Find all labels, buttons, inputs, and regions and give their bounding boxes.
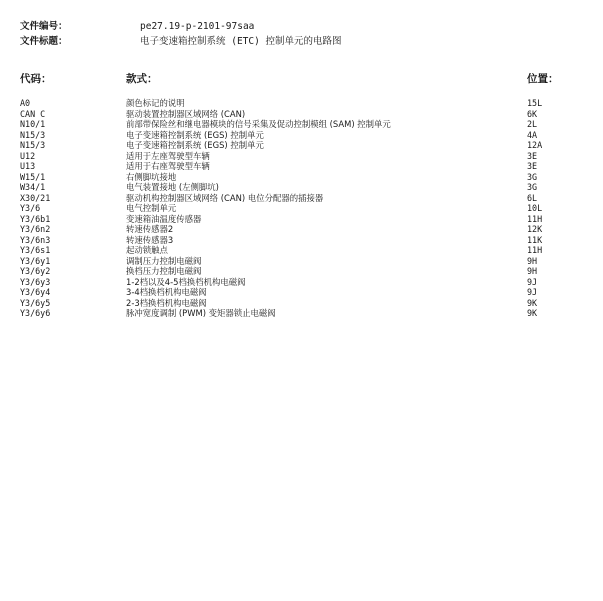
row-description: 前部带保险丝和继电器模块的信号采集及促动控制模组 (SAM) 控制单元	[126, 119, 391, 129]
row-position: 3E	[527, 161, 538, 171]
row-description: 3-4档换档机构电磁阀	[126, 287, 207, 297]
row-description: 适用于左座驾驶型车辆	[126, 150, 210, 161]
row-description: 颜色标记的说明	[126, 98, 185, 108]
row-position: 10L	[527, 203, 543, 213]
row-position: 9K	[527, 297, 538, 308]
column-header-code: 代码：	[20, 73, 52, 85]
row-code: W34/1	[20, 182, 46, 192]
row-position: 9J	[527, 287, 538, 297]
row-code: Y3/6y5	[20, 297, 51, 308]
row-description: 变速箱油温度传感器	[126, 213, 202, 224]
row-code: N10/1	[20, 119, 46, 129]
table-row	[20, 119, 590, 130]
row-position: 3E	[527, 150, 538, 161]
row-code: Y3/6y3	[20, 276, 51, 287]
row-description: 调制压力控制电磁阀	[126, 255, 202, 266]
table-row	[20, 266, 590, 277]
row-position: 12K	[527, 224, 543, 234]
row-position: 9K	[527, 308, 538, 318]
doc-title-row	[20, 36, 342, 48]
legend-table	[20, 98, 590, 319]
doc-number-row	[20, 21, 254, 33]
table-row	[20, 224, 590, 235]
row-description: 驱动装置控制器区域网络 (CAN)	[126, 108, 246, 119]
row-position: 3G	[527, 171, 538, 182]
row-description: 适用于右座驾驶型车辆	[126, 161, 210, 171]
row-position: 6K	[527, 108, 538, 119]
column-header-desc: 款式：	[126, 73, 158, 85]
row-code: U12	[20, 150, 36, 161]
table-row	[20, 203, 590, 214]
row-description: 电子变速箱控制系统 (EGS) 控制单元	[126, 140, 264, 150]
row-position: 6L	[527, 192, 538, 203]
row-description: 起动锁触点	[126, 245, 168, 255]
row-description: 转速传感器2	[126, 224, 174, 234]
table-row	[20, 214, 590, 225]
table-row	[20, 109, 590, 120]
table-row	[20, 151, 590, 162]
row-position: 2L	[527, 119, 538, 129]
row-code: Y3/6y4	[20, 287, 51, 297]
doc-title-value: 电子变速箱控制系统 (ETC) 控制单元的电路图	[140, 36, 342, 47]
row-description: 驱动机构控制器区域网络 (CAN) 电位分配器的插接器	[126, 192, 324, 203]
row-code: Y3/6n3	[20, 234, 51, 245]
table-row	[20, 182, 590, 193]
row-position: 9H	[527, 255, 538, 266]
row-description: 1-2档以及4-5档换档机构电磁阀	[126, 276, 246, 287]
row-code: CAN C	[20, 108, 46, 119]
row-description: 电子变速箱控制系统 (EGS) 控制单元	[126, 129, 264, 140]
row-description: 电气控制单元	[126, 203, 177, 213]
row-code: Y3/6y6	[20, 308, 51, 318]
row-position: 11K	[527, 234, 543, 245]
row-code: W15/1	[20, 171, 46, 182]
row-code: U13	[20, 161, 36, 171]
row-description: 转速传感器3	[126, 234, 174, 245]
row-code: Y3/6y2	[20, 266, 51, 276]
doc-title-label: 文件标题：	[20, 36, 68, 47]
table-row	[20, 98, 590, 109]
row-code: N15/3	[20, 129, 46, 140]
row-code: X30/21	[20, 192, 51, 203]
table-row	[20, 161, 590, 172]
row-code: Y3/6b1	[20, 213, 51, 224]
row-description: 电气装置接地 (左侧脚坑)	[126, 182, 219, 192]
row-position: 9H	[527, 266, 538, 276]
row-position: 3G	[527, 182, 538, 192]
row-description: 脉冲宽度调制 (PWM) 变矩器锁止电磁阀	[126, 308, 276, 318]
row-code: Y3/6s1	[20, 245, 51, 255]
row-code: Y3/6	[20, 203, 41, 213]
row-description: 右侧脚坑接地	[126, 171, 177, 182]
row-code: N15/3	[20, 140, 46, 150]
row-description: 2-3档换档机构电磁阀	[126, 297, 207, 308]
table-row	[20, 277, 590, 288]
row-position: 4A	[527, 129, 538, 140]
table-row	[20, 235, 590, 246]
row-description: 换档压力控制电磁阀	[126, 266, 202, 276]
row-position: 11H	[527, 245, 543, 255]
table-row	[20, 308, 590, 319]
table-row	[20, 172, 590, 183]
table-row	[20, 287, 590, 298]
column-header-pos: 位置：	[527, 73, 559, 85]
table-row	[20, 245, 590, 256]
table-row	[20, 140, 590, 151]
row-position: 9J	[527, 276, 538, 287]
doc-number-label: 文件编号：	[20, 21, 68, 32]
table-row	[20, 256, 590, 267]
row-code: A0	[20, 98, 31, 108]
row-position: 12A	[527, 140, 543, 150]
row-code: Y3/6n2	[20, 224, 51, 234]
table-row	[20, 298, 590, 309]
row-position: 11H	[527, 213, 543, 224]
table-row	[20, 130, 590, 141]
row-position: 15L	[527, 98, 543, 108]
row-code: Y3/6y1	[20, 255, 51, 266]
table-row	[20, 193, 590, 204]
doc-number-value: pe27.19-p-2101-97saa	[140, 21, 255, 32]
